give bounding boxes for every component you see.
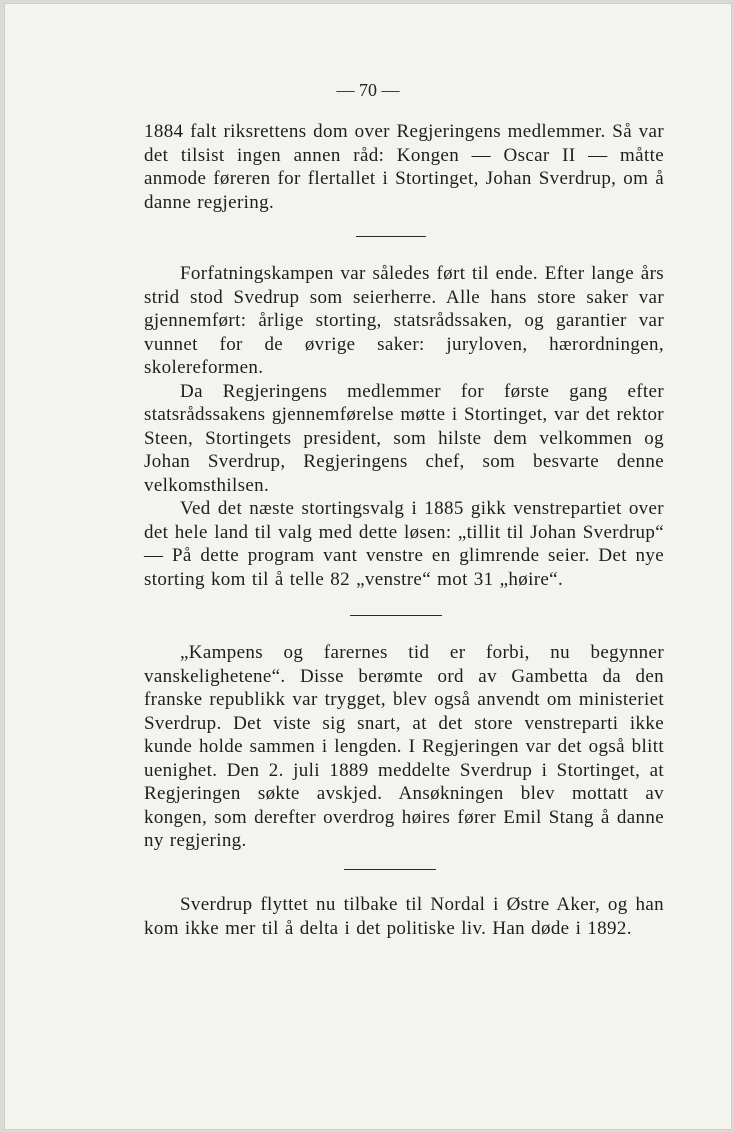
section-divider [356, 236, 426, 237]
text-section-4 [144, 893, 664, 940]
page-number: — 70 — [336, 80, 400, 100]
paragraph: „Kampens og farernes tid er forbi, nu begynner vanskelighetene“. Disse berømte ord av Gambetta da den franske republikk var trygget, blev også anvendt om ministeriet Sverdrup. Det viste sig snart, at det store venstreparti ikke kunde holde sammen i lengden. I Regjeringen var det også blitt uenighet. Den 2. juli 1889 meddelte Sverdrup i Stortinget, at Regjeringen søkte avskjed. Ansøkningen blev mottatt av kongen, som derefter overdrog høires fører Emil Stang å danne ny regjering. [144, 642, 664, 851]
text-section-2 [144, 262, 664, 591]
paragraph: Ved det næste stortingsvalg i 1885 gikk venstrepartiet over det hele land til valg med dette løsen: „tillit til Johan Sverdrup“ — På dette program vant venstre en glimrende seier. Det nye storting kom til å telle 82 „venstre“ mot 31 „høire“. [144, 498, 664, 590]
paragraph: Sverdrup flyttet nu tilbake til Nordal i Østre Aker, og han kom ikke mer til å delta i det politiske liv. Han døde i 1892. [144, 894, 664, 939]
paragraph: 1884 falt riksrettens dom over Regjeringens medlemmer. Så var det tilsist ingen annen råd: Kongen — Oscar II — måtte anmode føreren for flertallet i Stortinget, Johan Sverdrup, om å danne regjering. [144, 121, 664, 213]
paragraph: Da Regjeringens medlemmer for første gang efter statsrådssakens gjennemførelse møtte i Stortinget, var det rektor Steen, Stortingets president, som hilste dem velkommen og Johan Sverdrup, Regjeringens chef, som besvarte denne velkomsthilsen. [144, 380, 664, 496]
book-page [4, 3, 732, 1130]
paragraph: Forfatningskampen var således ført til ende. Efter lange års strid stod Svedrup som seierherre. Alle hans store saker var gjennemført: årlige storting, statsrådssaken, og garantier var vunnet for de øvrige saker: juryloven, hærordningen, skolereformen. [144, 263, 664, 378]
section-divider [344, 869, 436, 870]
text-section-1 [144, 120, 664, 214]
section-divider [350, 615, 442, 616]
text-section-3 [144, 641, 664, 853]
